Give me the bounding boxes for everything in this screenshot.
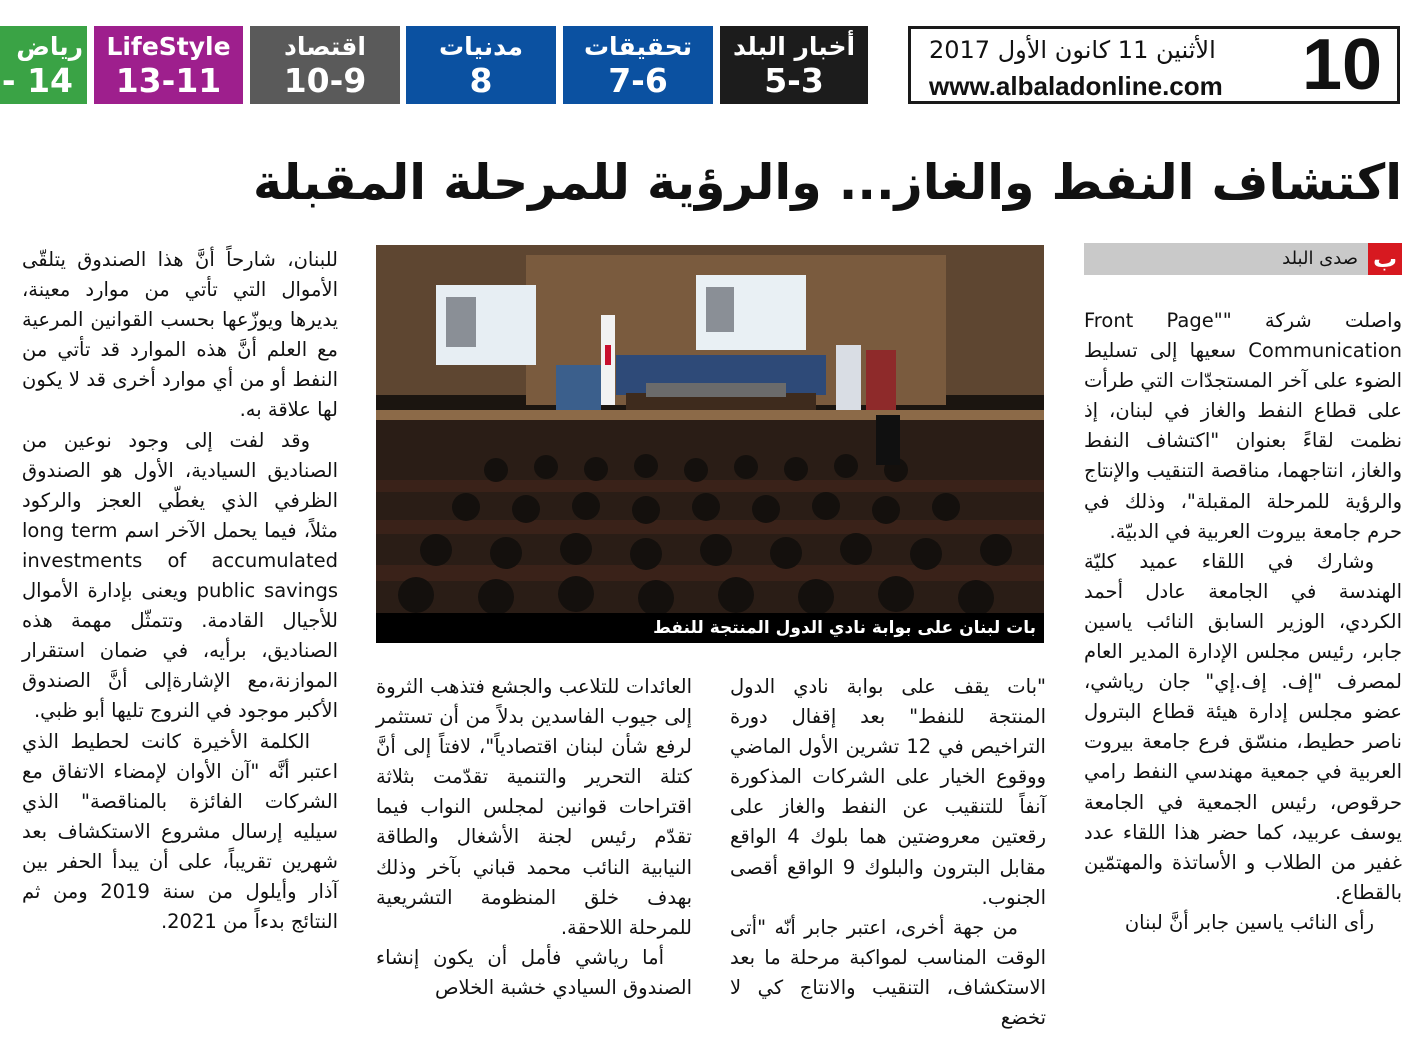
article-headline: اكتشاف النفط والغاز... والرؤية للمرحلة المقبلة (253, 154, 1402, 211)
paragraph: أما رياشي فأمل أن يكون إنشاء الصندوق السيادي خشبة الخلاص (376, 945, 692, 999)
website-link[interactable]: www.albaladonline.com (929, 71, 1223, 101)
paragraph: واصلت شركة ""Front Page Communication سعيها إلى تسليط الضوء على آخر المستجدّات التي طرأت على قطاع النفط والغاز في لبنان، إذ نظمت لقاءً بعنوان "اكتشاف النفط والغاز، انتاجهما، مناقصة التنقيب والإنتاج والرؤية للمرحلة المقبلة"، وذلك في حرم جامعة بيروت العربية في الدبيّة. (1084, 309, 1402, 543)
page-number: 10 (1301, 25, 1383, 105)
conference-hall-image (376, 245, 1044, 643)
tab-pages: 5-3 (764, 61, 824, 100)
tab-label: LifeStyle (106, 32, 231, 61)
section-label: صدى البلد (1282, 248, 1358, 269)
paragraph: العائدات للتلاعب والجشع فتذهب الثروة إلى جيوب الفاسدين بدلاً من أن تستثمر لرفع شأن لبنان اقتصادياً"، لافتاً إلى أنَّ كتلة التحرير والتنمية تقدّمت بثلاثة اقتراحات قوانين لمجلس النواب فيما تقدّم رئيس لجنة الأشغال والطاقة النيابية النائب محمد قباني بآخر وذلك بهدف خلق المنظومة التشريعية للمرحلة اللاحقة. (376, 675, 692, 939)
tab-label: رياض (16, 32, 83, 61)
tab-label: تحقيقات (583, 32, 693, 61)
article-column-2 (730, 672, 1046, 1044)
issue-date: الأثنين 11 كانون الأول 2017 (929, 36, 1216, 64)
paragraph: وشارك في اللقاء عميد كليّة الهندسة في الجامعة عادل أحمد الكردي، الوزير السابق النائب ياسين جابر، رئيس مجلس الإدارة المدير العام لمصرف "إف. إف.إي" جان رياشي، عضو مجلس إدارة هيئة قطاع البترول ناصر حطيط، منسّق فرع جامعة بيروت العربية في جمعية مهندسي النفط رامي حرقوص، رئيس الجمعية في الجامعة يوسف عربيد، كما حضر هذا اللقاء عدد غفير من الطلاب و الأساتذة والمهتمّين بالقطاع. (1084, 549, 1402, 904)
tab-local-news[interactable] (720, 26, 868, 104)
paragraph: "بات يقف على بوابة نادي الدول المنتجة للنفط" بعد إقفال دورة التراخيص في 12 تشرين الأول الماضي ووقوع الخيار على الشركات المذكورة آنفاً للتنقيب عن النفط والغاز على رقعتين معروضتين هما بلوك 4 الواقع مقابل البترون والبلوك 9 الواقع أقصى الجنوب. (730, 675, 1047, 909)
tab-label: مدنيات (438, 32, 524, 61)
paragraph: من جهة أخرى، اعتبر جابر أنّه "أتى الوقت المناسب لمواكبة مرحلة ما بعد الاستكشاف، التنقيب والانتاج كي لا تخضع (730, 915, 1046, 1030)
tab-pages: - 14 (1, 61, 73, 100)
paragraph: وقد لفت إلى وجود نوعين من الصناديق السيادية، الأول هو الصندوق الظرفي الذي يغطّي العجز والركود مثلاً، فيما يحمل الآخر اسم long term investments of accumulated public savings ويعنى بإدارة الأموال للأجيال القادمة. وتتمثّل مهمة هذه الصناديق، برأيه، في ضمان استقرار الموازنة،مع الإشارةإلى أنَّ الصندوق الأكبر موجود في النروج تليها أبو ظبي. (22, 428, 339, 723)
article-column-1 (1084, 306, 1402, 1050)
tab-civics[interactable] (406, 26, 556, 104)
tab-pages: 7-6 (608, 61, 668, 100)
tab-pages: 8 (469, 61, 493, 100)
tab-sports[interactable] (0, 26, 87, 104)
tab-pages: 10-9 (283, 61, 367, 100)
paragraph: رأى النائب ياسين جابر أنَّ لبنان (1124, 910, 1374, 934)
tab-lifestyle[interactable] (94, 26, 243, 104)
tab-pages: 13-11 (115, 61, 222, 100)
paragraph: الكلمة الأخيرة كانت لحطيط الذي اعتبر أنَّه "آن الأوان لإمضاء الاتفاق مع الشركات الفائزة بالمناقصة" الذي سيليه إرسال مشروع الاستكشاف بعد شهرين تقريباً، على أن يبدأ الحفر بين آذار وأيلول من سنة 2019 ومن ثم النتائج بدءاً من 2021. (22, 729, 339, 934)
section-logo-icon: ب (1368, 243, 1402, 275)
paragraph: للبنان، شارحاً أنَّ هذا الصندوق يتلقّى الأموال التي تأتي من موارد معينة، يديرها ويوزّعها بحسب القوانين المرعية مع العلم أنَّ هذه الموارد قد تأتي من النفط أو من أي موارد أخرى قد لا يكون لها علاقة به. (22, 248, 338, 422)
tab-investigations[interactable] (563, 26, 713, 104)
tab-label: اقتصاد (284, 32, 366, 61)
article-photo (376, 245, 1044, 643)
masthead (908, 26, 1400, 104)
photo-caption: بات لبنان على بوابة نادي الدول المنتجة للنفط (376, 613, 1044, 643)
article-column-3 (376, 672, 692, 1044)
section-bar (1084, 243, 1402, 275)
tab-economy[interactable] (250, 26, 400, 104)
article-column-4 (22, 245, 338, 1045)
tab-label: أخبار البلد (732, 32, 856, 61)
